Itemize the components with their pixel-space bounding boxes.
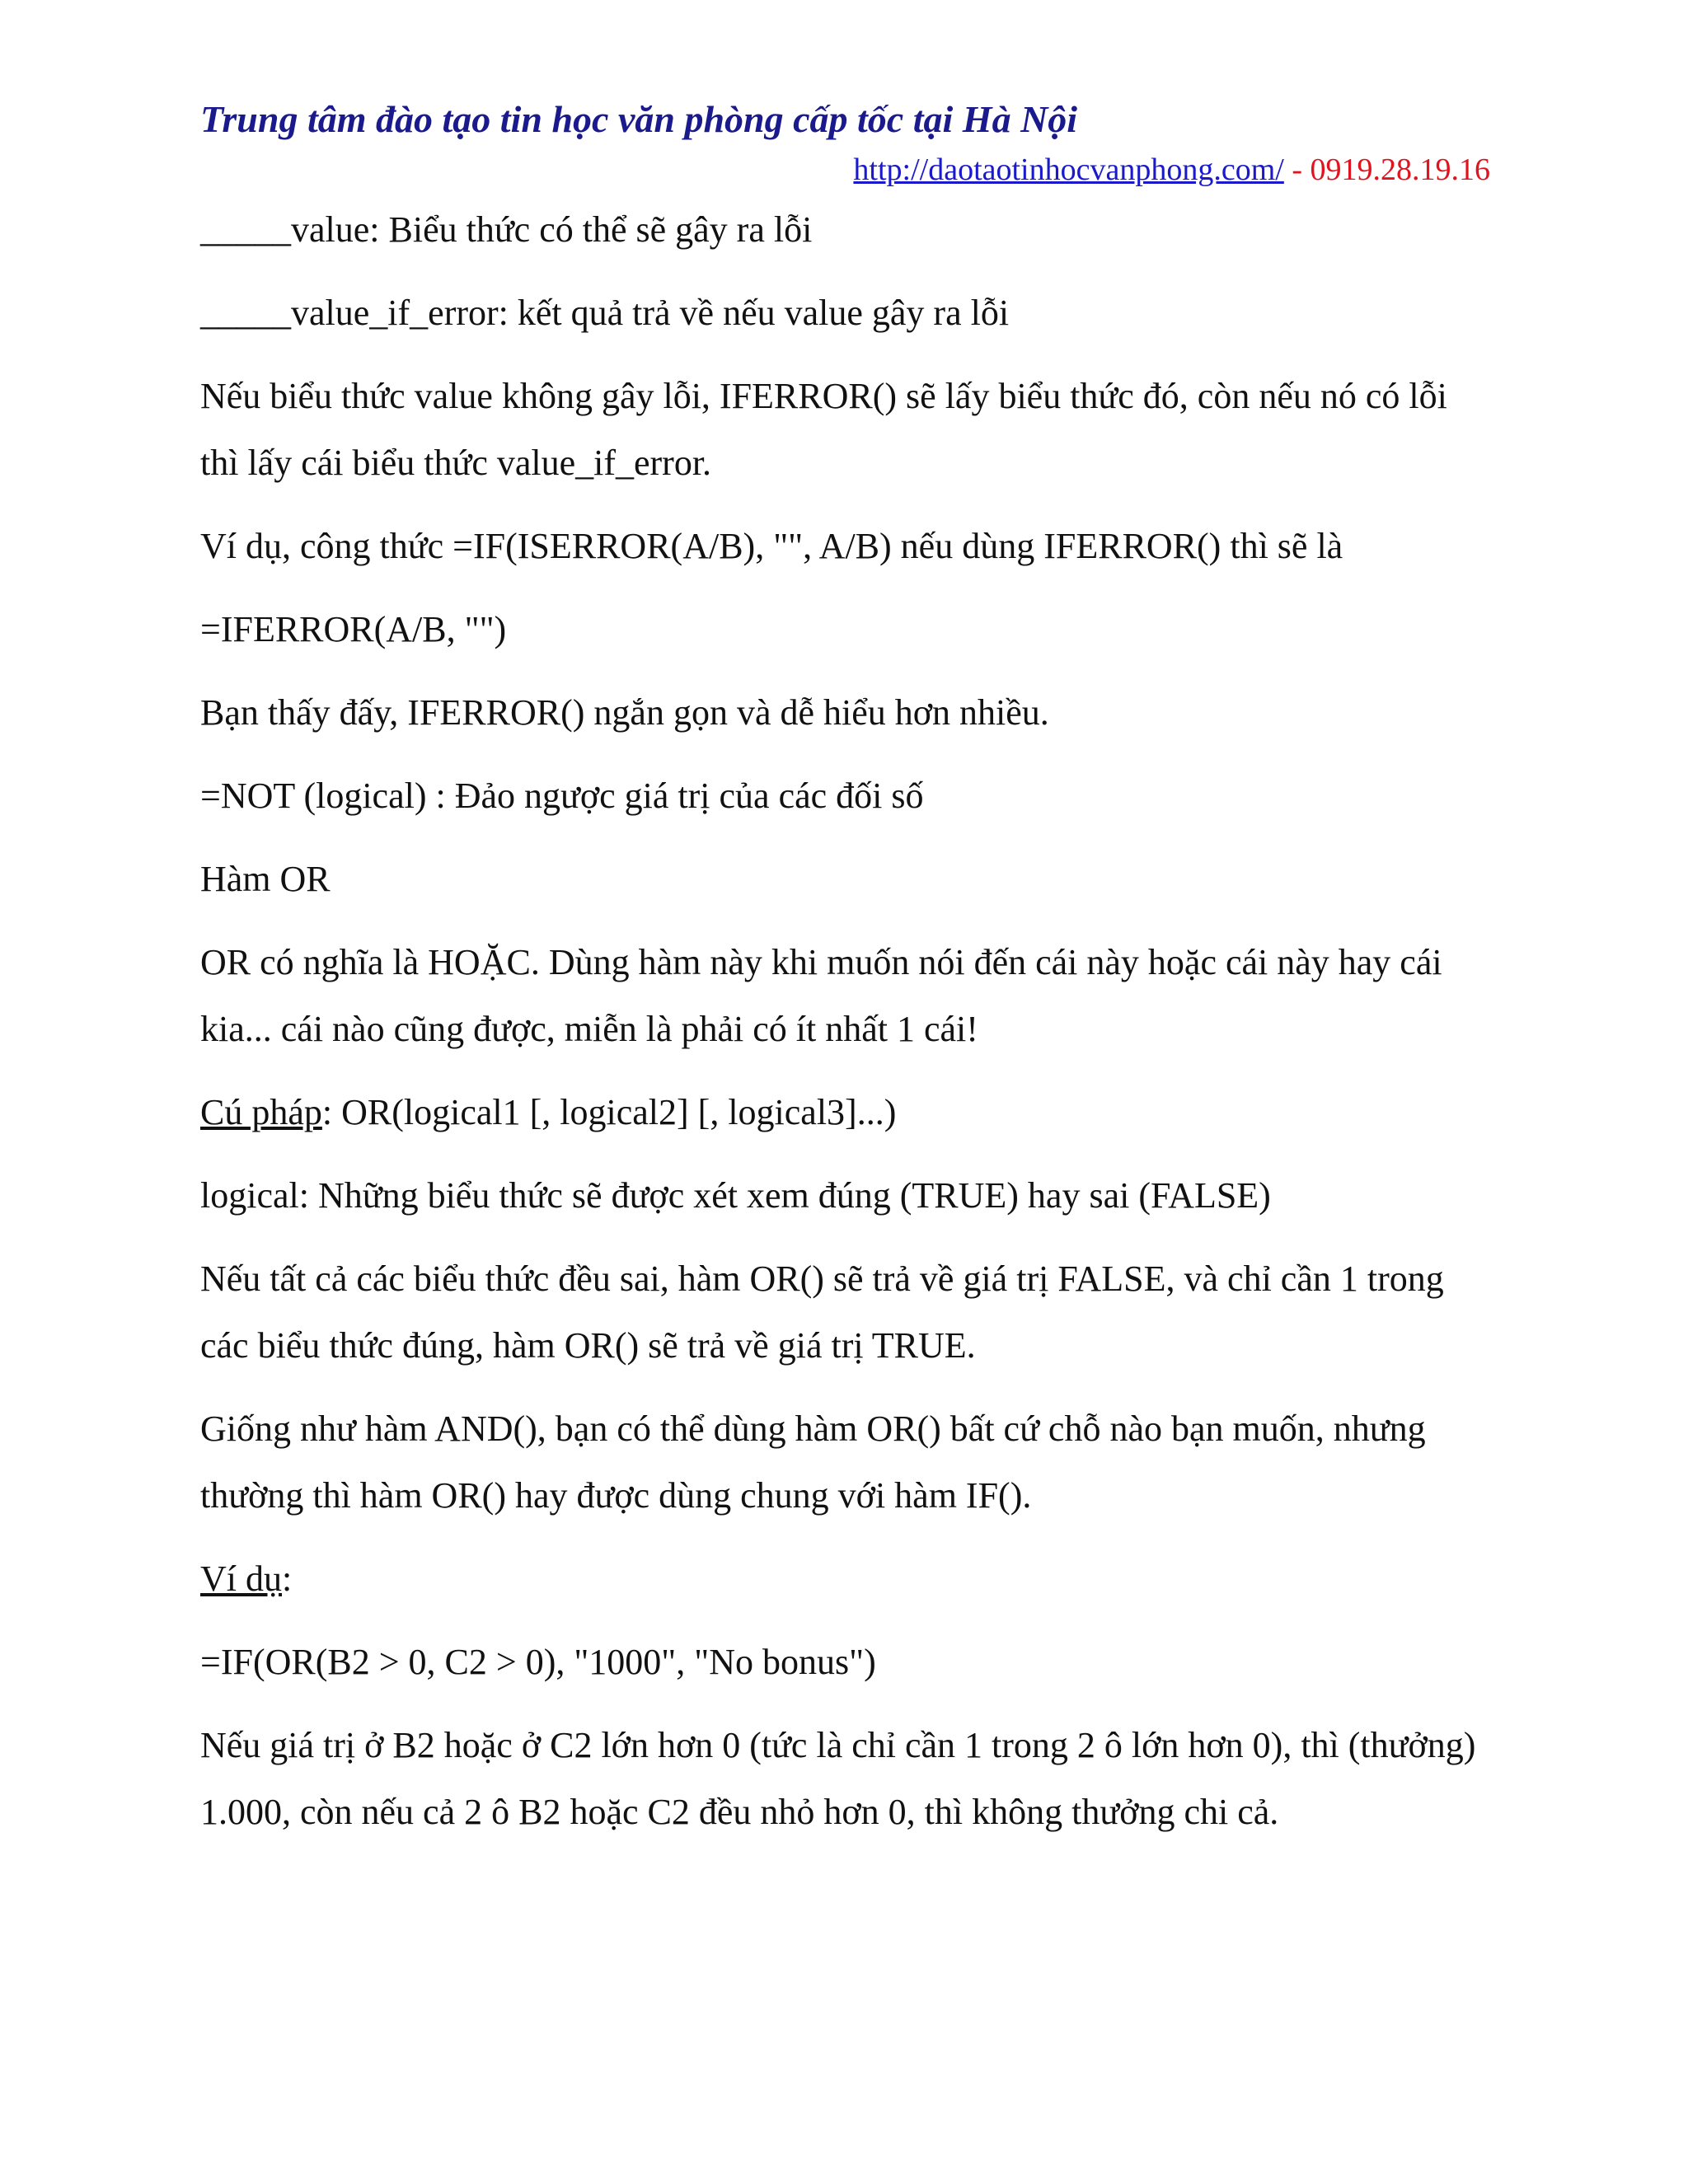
paragraph: Nếu tất cả các biểu thức đều sai, hàm OR() sẽ trả về giá trị FALSE, và chỉ cần 1 trong các biểu thức đúng, hàm OR() sẽ trả về giá trị TRUE. — [200, 1258, 1444, 1366]
paragraph: _____value_if_error: kết quả trả về nếu value gây ra lỗi — [200, 293, 1010, 333]
phone-number: 0919.28.19.16 — [1310, 152, 1490, 187]
syntax-text: : OR(logical1 [, logical2] [, logical3]...) — [321, 1092, 897, 1132]
document-body — [200, 196, 1486, 1845]
paragraph: Giống như hàm AND(), bạn có thể dùng hàm OR() bất cứ chỗ nào bạn muốn, nhưng thường thì hàm OR() hay được dùng chung với hàm IF(). — [200, 1408, 1426, 1516]
formula-line: =IF(OR(B2 > 0, C2 > 0), "1000", "No bonus") — [200, 1642, 876, 1682]
header-title: Trung tâm đào tạo tin học văn phòng cấp tốc tại Hà Nội — [200, 98, 1078, 140]
section-heading: Hàm OR — [200, 859, 331, 899]
paragraph: _____value: Biểu thức có thể sẽ gây ra lỗi — [200, 209, 813, 250]
paragraph: =NOT (logical) : Đảo ngược giá trị của các đối số — [200, 776, 924, 816]
header-contact — [853, 152, 1490, 188]
example-colon: : — [282, 1558, 293, 1599]
paragraph: OR có nghĩa là HOẶC. Dùng hàm này khi muốn nói đến cái này hoặc cái này hay cái kia... cái nào cũng được, miễn là phải có ít nhất 1 cái! — [200, 942, 1442, 1049]
paragraph: Nếu giá trị ở B2 hoặc ở C2 lớn hơn 0 (tức là chỉ cần 1 trong 2 ô lớn hơn 0), thì (thưởng) 1.000, còn nếu cả 2 ô B2 hoặc C2 đều nhỏ hơn 0, thì không thưởng chi cả. — [200, 1725, 1476, 1832]
syntax-line — [200, 1079, 1486, 1146]
paragraph: Nếu biểu thức value không gây lỗi, IFERROR() sẽ lấy biểu thức đó, còn nếu nó có lỗi thì lấy cái biểu thức value_if_error. — [200, 376, 1447, 483]
paragraph: Ví dụ, công thức =IF(ISERROR(A/B), "", A/B) nếu dùng IFERROR() thì sẽ là — [200, 526, 1343, 566]
header-separator: - — [1283, 152, 1311, 187]
example-label: Ví dụ — [200, 1558, 282, 1599]
website-link[interactable]: http://daotaotinhocvanphong.com/ — [853, 152, 1284, 187]
paragraph: logical: Những biểu thức sẽ được xét xem đúng (TRUE) hay sai (FALSE) — [200, 1175, 1271, 1216]
example-line — [200, 1545, 1486, 1612]
formula-line: =IFERROR(A/B, "") — [200, 609, 507, 649]
syntax-label: Cú pháp — [200, 1092, 322, 1132]
paragraph: Bạn thấy đấy, IFERROR() ngắn gọn và dễ hiểu hơn nhiều. — [200, 692, 1049, 733]
